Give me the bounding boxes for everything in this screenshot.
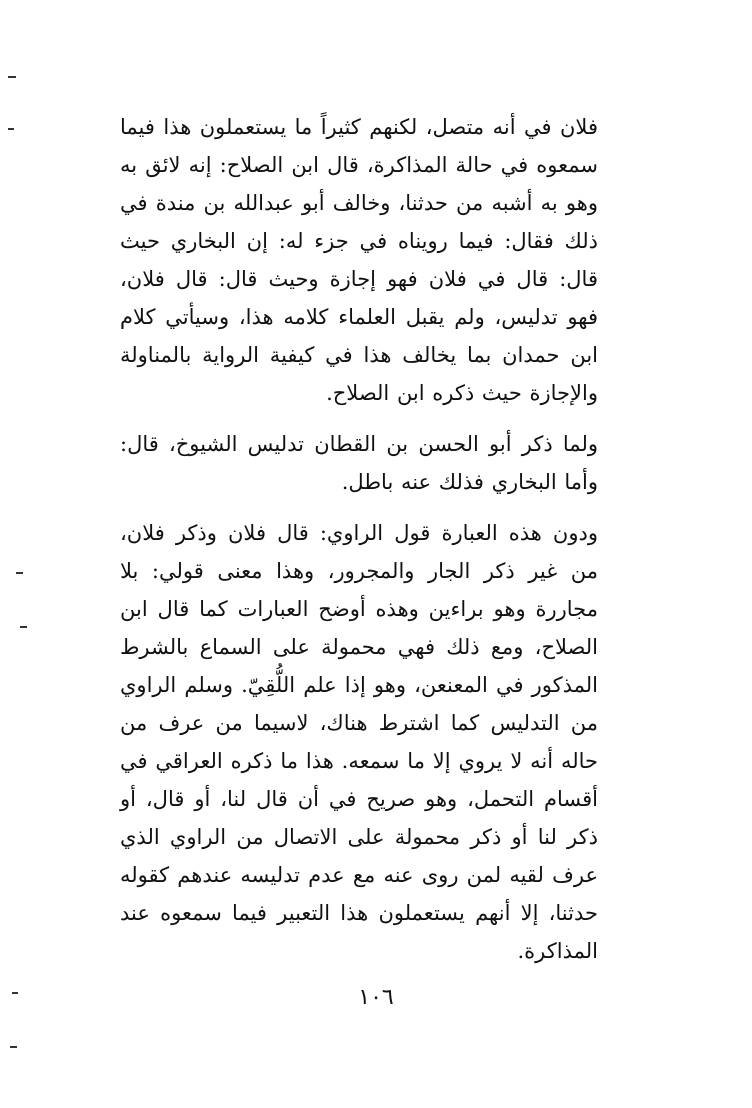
margin-mark bbox=[8, 128, 14, 130]
paragraph-1: فلان في أنه متصل، لكنهم كثيراً ما يستعملون هذا فيما سمعوه في حالة المذاكرة، قال ابن الصلاح: إنه لائق به وهو به أشبه من حدثنا، وخالف أبو عبدالله بن مندة في ذلك فقال: فيما رويناه في جزء له: إن البخاري حيث قال: قال في فلان فهو إجازة وحيث قال: قال فلان، فهو تدليس، ولم يقبل العلماء كلامه هذا، وسيأتي كلام ابن حمدان بما يخالف هذا في كيفية الرواية بالمناولة والإجازة حيث ذكره ابن الصلاح. bbox=[120, 115, 598, 405]
margin-mark bbox=[16, 572, 23, 574]
paragraph-2: ولما ذكر أبو الحسن بن القطان تدليس الشيوخ، قال: وأما البخاري فذلك عنه باطل. bbox=[120, 432, 598, 494]
margin-mark bbox=[10, 1046, 17, 1048]
margin-mark bbox=[20, 626, 27, 628]
paragraph-3: ودون هذه العبارة قول الراوي: قال فلان وذكر فلان، من غير ذكر الجار والمجرور، وهذا معنى قولي: بلا مجاررة وهو براءين وهذه أوضح العبارات كما قال ابن الصلاح، ومع ذلك فهي محمولة على السماع بالشرط المذكور في المعنعن، وهو إذا علم اللُّقِيّ. وسلم الراوي من التدليس كما اشترط هناك، لاسيما من عرف من حاله أنه لا يروي إلا ما سمعه. هذا ما ذكره العراقي في أقسام التحمل، وهو صريح في أن قال لنا، أو قال، أو ذكر لنا أو ذكر محمولة على الاتصال من الراوي الذي عرف لقيه لمن روى عنه مع عدم تدليسه عندهم كقوله حدثنا، إلا أنهم يستعملون هذا التعبير فيما سمعوه عند المذاكرة. bbox=[120, 521, 598, 963]
page-body bbox=[120, 108, 598, 970]
page-number: ١٠٦ bbox=[358, 985, 394, 1010]
margin-mark bbox=[8, 76, 16, 78]
